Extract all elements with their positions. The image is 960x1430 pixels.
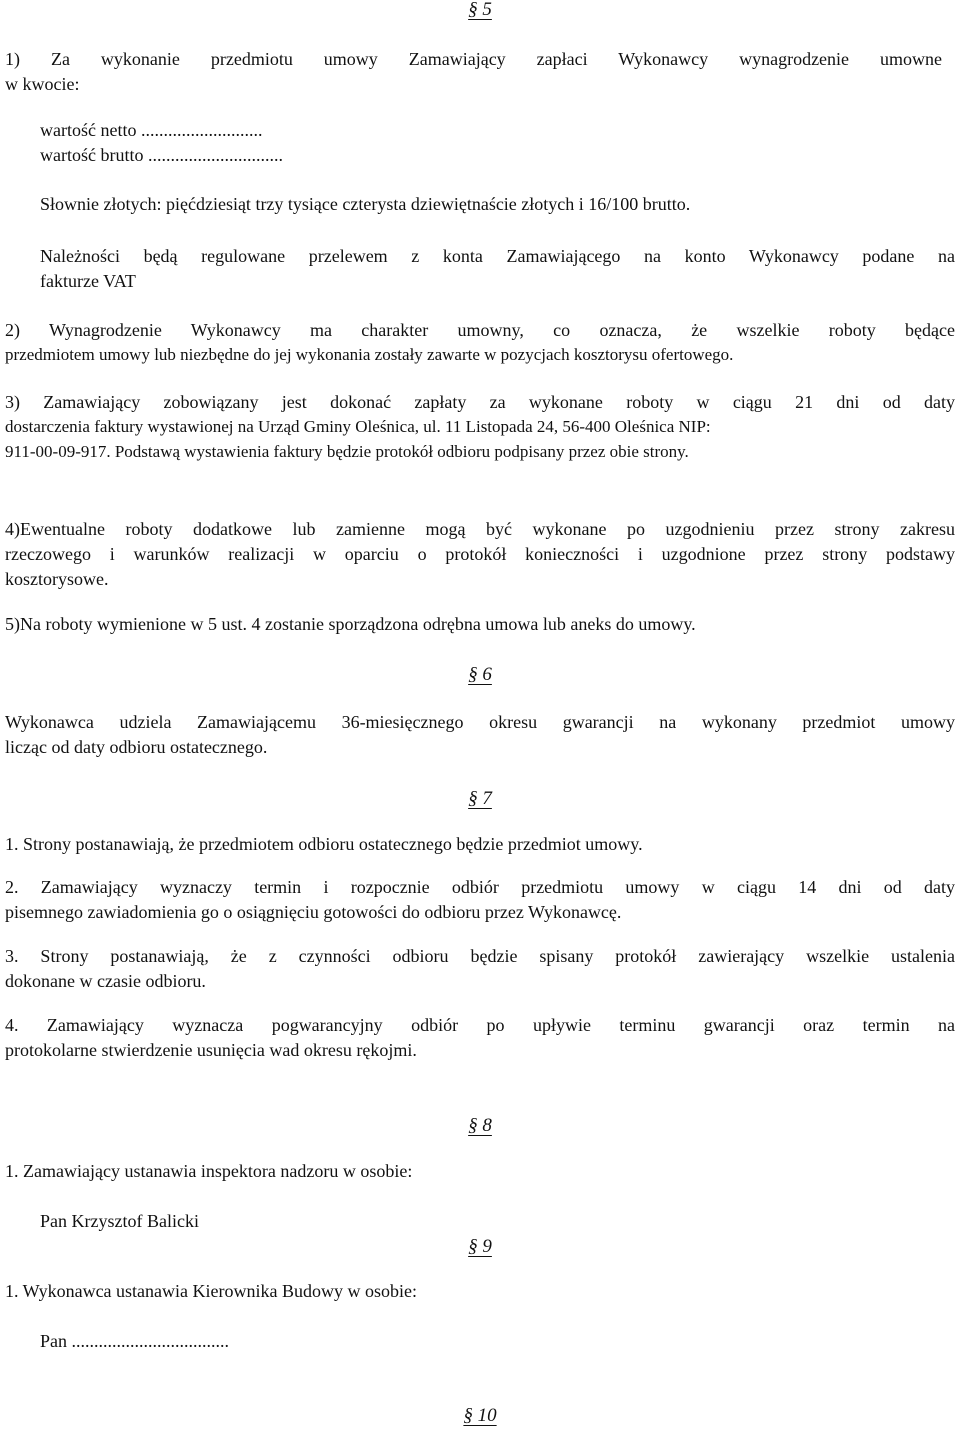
clause-5-3-line-3: 911-00-09-917. Podstawą wystawienia faktury będzie protokół odbioru podpisany przez obie strony. xyxy=(5,442,689,461)
site-manager-name: Pan ................................... xyxy=(40,1331,229,1351)
section-heading-5: § 5 xyxy=(468,0,492,20)
payments-line-1: Należności będą regulowane przelewem z konta Zamawiającego na konto Wykonawcy podane na xyxy=(40,246,955,266)
clause-5-2-line-1: 2) Wynagrodzenie Wykonawcy ma charakter umowny, co oznacza, że wszelkie roboty będące xyxy=(5,320,955,340)
clause-5-2-line-2: przedmiotem umowy lub niezbędne do jej wykonania zostały zawarte w pozycjach kosztorysu ofertowego. xyxy=(5,345,734,364)
clause-5-4-line-3: kosztorysowe. xyxy=(5,569,109,589)
section-heading-10: § 10 xyxy=(463,1405,497,1426)
section-heading-6: § 6 xyxy=(468,664,492,685)
clause-5-4-line-2: rzeczowego i warunków realizacji w oparciu o protokół konieczności i uzgodnione przez strony podstawy xyxy=(5,544,955,564)
clause-5-3-line-1: 3) Zamawiający zobowiązany jest dokonać zapłaty za wykonane roboty w ciągu 21 dni od daty xyxy=(5,392,955,412)
gross-value-line: wartość brutto .............................. xyxy=(40,145,283,165)
amount-in-words: Słownie złotych: pięćdziesiąt trzy tysiące czterysta dziewiętnaście złotych i 16/100 brutto. xyxy=(40,194,691,214)
clause-8-1: 1. Zamawiający ustanawia inspektora nadzoru w osobie: xyxy=(5,1161,413,1181)
clause-7-2-line-1: 2. Zamawiający wyznaczy termin i rozpocznie odbiór przedmiotu umowy w ciągu 14 dni od daty xyxy=(5,877,955,897)
clause-5-3-line-2: dostarczenia faktury wystawionej na Urząd Gminy Oleśnica, ul. 11 Listopada 24, 56-400 Oleśnica NIP: xyxy=(5,417,711,436)
section-heading-8: § 8 xyxy=(468,1115,492,1136)
clause-7-4-line-2: protokolarne stwierdzenie usunięcia wad okresu rękojmi. xyxy=(5,1040,417,1060)
inspector-name: Pan Krzysztof Balicki xyxy=(40,1211,199,1231)
clause-7-1: 1. Strony postanawiają, że przedmiotem odbioru ostatecznego będzie przedmiot umowy. xyxy=(5,834,643,854)
clause-5-5: 5)Na roboty wymienione w 5 ust. 4 zostanie sporządzona odrębna umowa lub aneks do umowy. xyxy=(5,614,696,634)
clause-5-1-line-1: 1) Za wykonanie przedmiotu umowy Zamawiający zapłaci Wykonawcy wynagrodzenie umowne xyxy=(5,49,942,69)
clause-9-1: 1. Wykonawca ustanawia Kierownika Budowy w osobie: xyxy=(5,1281,417,1301)
clause-5-1-line-2: w kwocie: xyxy=(5,74,80,94)
section-heading-9: § 9 xyxy=(468,1236,492,1257)
clause-7-4-line-1: 4. Zamawiający wyznacza pogwarancyjny odbiór po upływie terminu gwarancji oraz termin na xyxy=(5,1015,955,1035)
clause-5-4-line-1: 4)Ewentualne roboty dodatkowe lub zamienne mogą być wykonane po uzgodnieniu przez strony zakresu xyxy=(5,519,955,539)
payments-line-2: fakturze VAT xyxy=(40,271,136,291)
warranty-line-1: Wykonawca udziela Zamawiającemu 36-miesięcznego okresu gwarancji na wykonany przedmiot umowy xyxy=(5,712,955,732)
net-value-line: wartość netto ........................... xyxy=(40,120,263,140)
warranty-line-2: licząc od daty odbioru ostatecznego. xyxy=(5,737,268,757)
clause-7-3-line-2: dokonane w czasie odbioru. xyxy=(5,971,206,991)
clause-7-3-line-1: 3. Strony postanawiają, że z czynności odbioru będzie spisany protokół zawierający wszelkie ustalenia xyxy=(5,946,955,966)
section-heading-7: § 7 xyxy=(468,788,492,809)
clause-7-2-line-2: pisemnego zawiadomienia go o osiągnięciu gotowości do odbioru przez Wykonawcę. xyxy=(5,902,622,922)
